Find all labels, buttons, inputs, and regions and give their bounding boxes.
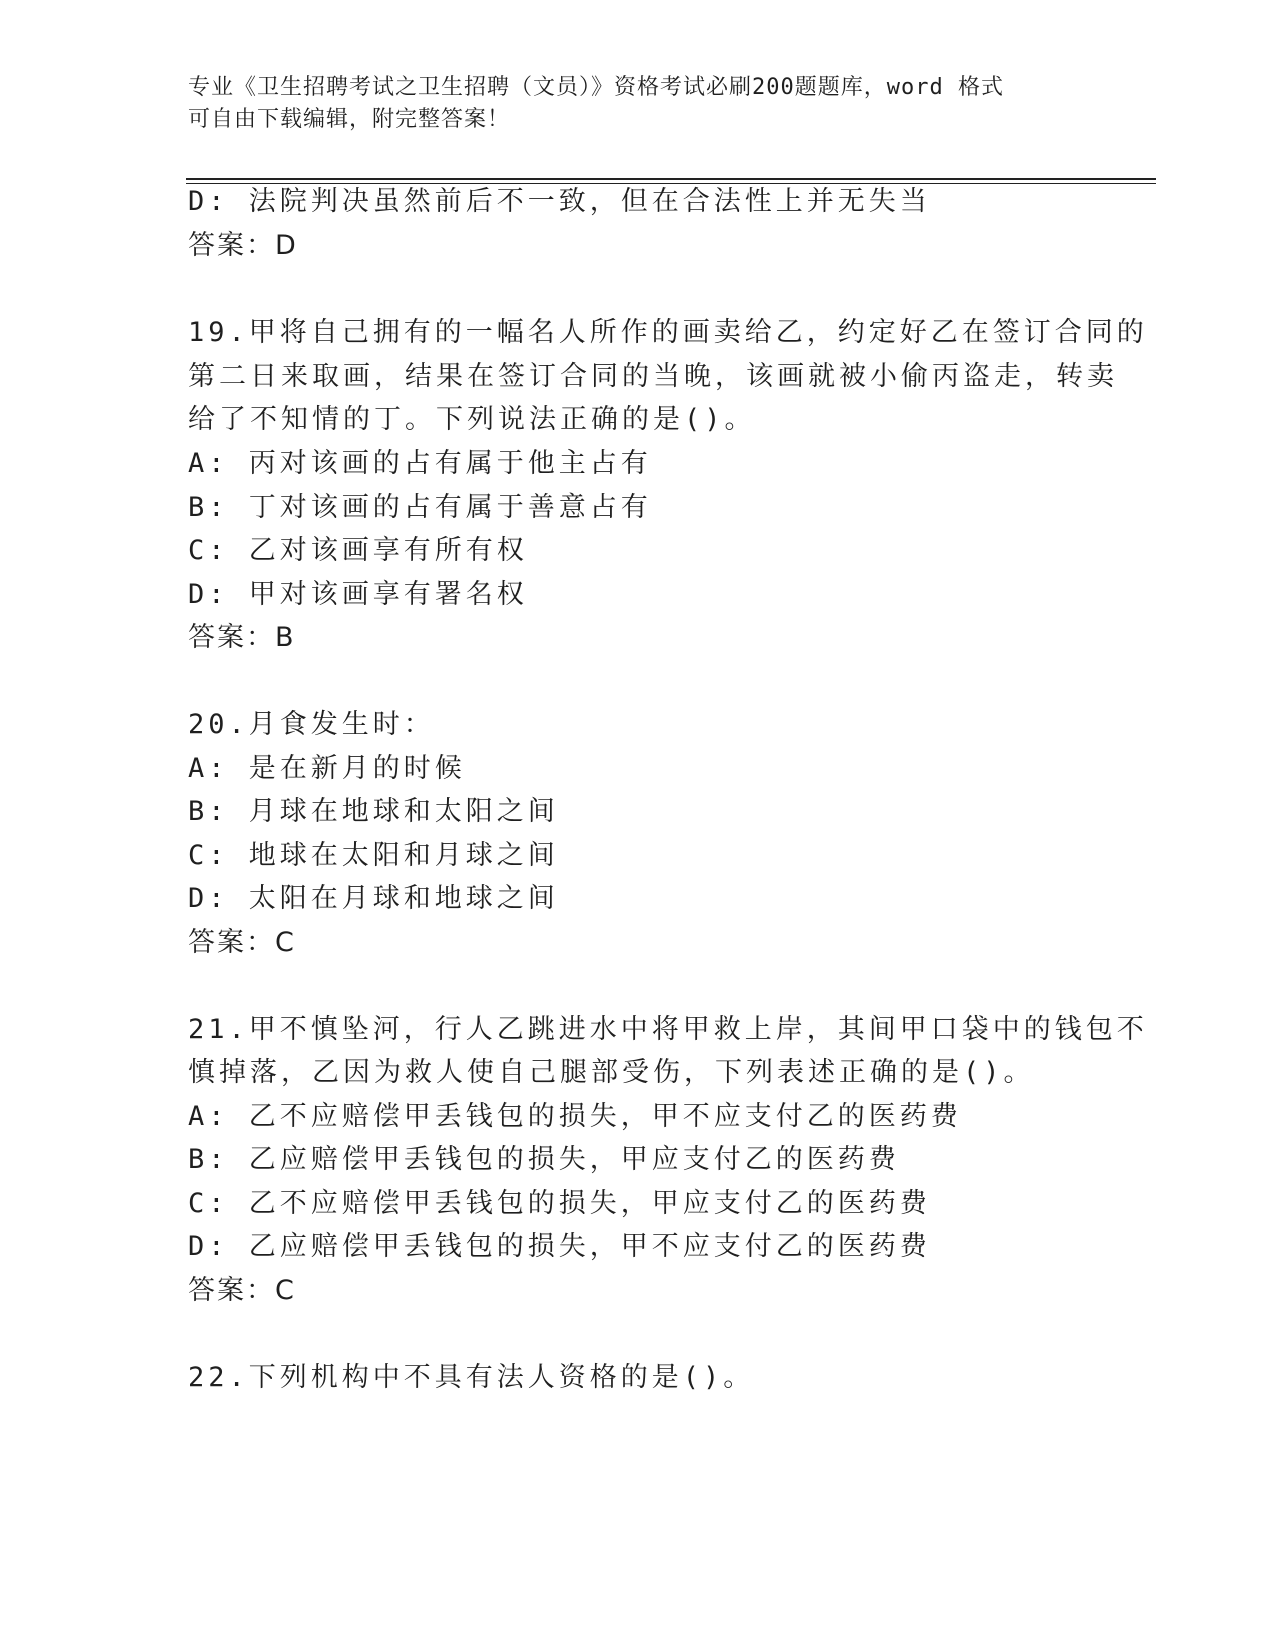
q19-answer: 答案：B bbox=[188, 622, 296, 653]
header-line-1: 专业《卫生招聘考试之卫生招聘（文员）》资格考试必刷200题题库，word 格式 bbox=[188, 75, 1004, 100]
q21-option-c: C: 乙不应赔偿甲丢钱包的损失，甲应支付乙的医药费 bbox=[188, 1188, 931, 1219]
q19-option-d: D: 甲对该画享有署名权 bbox=[188, 579, 528, 610]
q20-answer: 答案：C bbox=[188, 927, 296, 958]
header-line-2: 可自由下载编辑，附完整答案！ bbox=[188, 107, 511, 132]
header-divider-thick bbox=[186, 178, 1156, 180]
q19-stem-line-2: 第二日来取画，结果在签订合同的当晚，该画就被小偷丙盗走，转卖 bbox=[188, 361, 1118, 392]
q19-stem-line-1: 19.甲将自己拥有的一幅名人所作的画卖给乙，约定好乙在签订合同的 bbox=[188, 317, 1148, 348]
q20-option-b: B: 月球在地球和太阳之间 bbox=[188, 796, 559, 827]
q18-option-d: D: 法院判决虽然前后不一致，但在合法性上并无失当 bbox=[188, 186, 931, 217]
q21-stem-line-2: 慎掉落，乙因为救人使自己腿部受伤，下列表述正确的是()。 bbox=[188, 1057, 1035, 1088]
q21-stem-line-1: 21.甲不慎坠河，行人乙跳进水中将甲救上岸，其间甲口袋中的钱包不 bbox=[188, 1014, 1148, 1045]
q21-option-b: B: 乙应赔偿甲丢钱包的损失，甲应支付乙的医药费 bbox=[188, 1144, 900, 1175]
q21-option-a: A: 乙不应赔偿甲丢钱包的损失，甲不应支付乙的医药费 bbox=[188, 1101, 962, 1132]
q20-option-d: D: 太阳在月球和地球之间 bbox=[188, 883, 559, 914]
q22-stem: 22.下列机构中不具有法人资格的是()。 bbox=[188, 1362, 755, 1393]
q21-option-d: D: 乙应赔偿甲丢钱包的损失，甲不应支付乙的医药费 bbox=[188, 1231, 931, 1262]
q19-option-a: A: 丙对该画的占有属于他主占有 bbox=[188, 448, 652, 479]
q21-answer: 答案：C bbox=[188, 1275, 296, 1306]
document-header bbox=[188, 72, 1088, 136]
q19-option-b: B: 丁对该画的占有属于善意占有 bbox=[188, 492, 652, 523]
q19-option-c: C: 乙对该画享有所有权 bbox=[188, 535, 528, 566]
q19-stem-line-3: 给了不知情的丁。下列说法正确的是()。 bbox=[188, 404, 756, 435]
q18-answer: 答案：D bbox=[188, 230, 298, 261]
q20-option-a: A: 是在新月的时候 bbox=[188, 753, 466, 784]
q20-stem: 20.月食发生时： bbox=[188, 709, 435, 740]
q20-option-c: C: 地球在太阳和月球之间 bbox=[188, 840, 559, 871]
